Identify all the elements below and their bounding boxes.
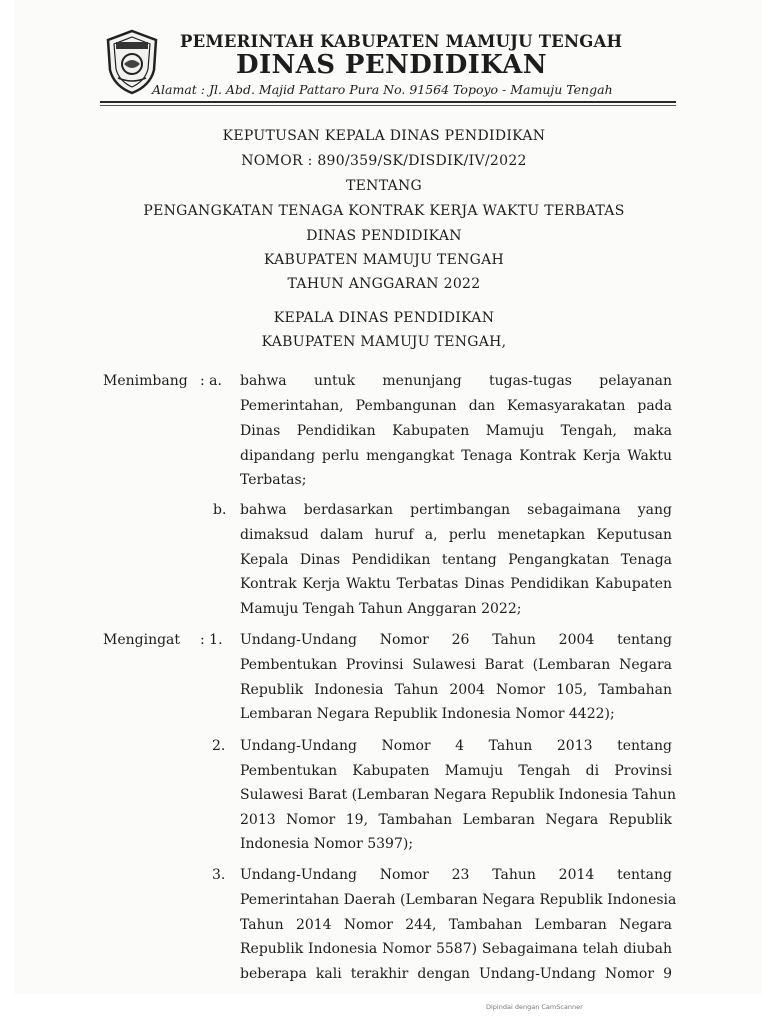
item-line: Republik Indonesia Nomor 5587) Sebagaimana telah diubah [240,941,672,957]
item-line: bahwa untuk menunjang tugas-tugas pelayanan [240,373,672,389]
decree-subject-regency: KABUPATEN MAMUJU TENGAH [263,252,505,268]
item-line: Undang-Undang Nomor 23 Tahun 2014 tentang [240,867,672,883]
item-line: Pemerintahan, Pembangunan dan Kemasyarakatan pada [240,398,672,414]
item-line: Tahun 2014 Nomor 244, Tambahan Lembaran Negara [240,917,672,933]
item-line: bahwa berdasarkan pertimbangan sebagaimana yang [240,502,672,518]
item-line: Dinas Pendidikan Kabupaten Mamuju Tengah, maka [240,423,672,439]
item-line: beberapa kali terakhir dengan Undang-Undang Nomor 9 [240,966,672,982]
item-line: Mamuju Tengah Tahun Anggaran 2022; [240,601,522,617]
decree-subject-agency: DINAS PENDIDIKAN [306,228,462,244]
item-line: Republik Indonesia Tahun 2004 Nomor 105, Tambahan [240,682,672,698]
item-line: dipandang perlu mengangkat Tenaga Kontrak Kerja Waktu [240,448,672,464]
issuer-title: KEPALA DINAS PENDIDIKAN [273,310,495,326]
letterhead-rule-thin [100,105,676,106]
item-marker: : 1. [200,632,223,648]
item-line: Pemerintahan Daerah (Lembaran Negara Republik Indonesia [240,892,677,908]
item-line: Undang-Undang Nomor 26 Tahun 2004 tentang [240,632,672,648]
item-marker: 3. [212,867,226,883]
agency-address: Alamat : Jl. Abd. Majid Pattaro Pura No. 91564 Topoyo - Mamuju Tengah [152,82,613,97]
scanner-footer: Dipindai dengan CamScanner [486,1003,583,1011]
item-marker: b. [213,502,227,518]
decree-title: KEPUTUSAN KEPALA DINAS PENDIDIKAN [222,128,546,144]
section-label-menimbang: Menimbang [103,373,188,389]
item-line: Indonesia Nomor 5397); [240,836,414,852]
decree-number: NOMOR : 890/359/SK/DISDIK/IV/2022 [241,153,527,169]
item-line: Lembaran Negara Republik Indonesia Nomor 4422); [240,706,615,722]
item-line: Undang-Undang Nomor 4 Tahun 2013 tentang [240,738,672,754]
section-label-mengingat: Mengingat [103,632,181,648]
letterhead-rule [100,101,676,103]
decree-subject: PENGANGKATAN TENAGA KONTRAK KERJA WAKTU TERBATAS [143,203,625,219]
issuer-regency: KABUPATEN MAMUJU TENGAH, [261,334,507,350]
item-line: Pembentukan Provinsi Sulawesi Barat (Lembaran Negara [240,657,672,673]
item-line: Terbatas; [240,472,307,488]
item-line: dimaksud dalam huruf a, perlu menetapkan Keputusan [240,527,672,543]
agency-name: DINAS PENDIDIKAN [236,50,547,80]
item-line: Pembentukan Kabupaten Mamuju Tengah di Provinsi [240,763,672,779]
decree-about: TENTANG [345,178,423,194]
item-line: Kontrak Kerja Waktu Terbatas Dinas Pendidikan Kabupaten [240,576,672,592]
item-marker: 2. [212,738,226,754]
item-line: Kepala Dinas Pendidikan tentang Pengangkatan Tenaga [240,552,672,568]
government-name: PEMERINTAH KABUPATEN MAMUJU TENGAH [180,32,623,51]
item-marker: : a. [200,373,222,389]
item-line: Sulawesi Barat (Lembaran Negara Republik Indonesia Tahun [240,787,677,803]
item-line: 2013 Nomor 19, Tambahan Lembaran Negara Republik [240,812,672,828]
decree-fiscal-year: TAHUN ANGGARAN 2022 [287,276,481,292]
